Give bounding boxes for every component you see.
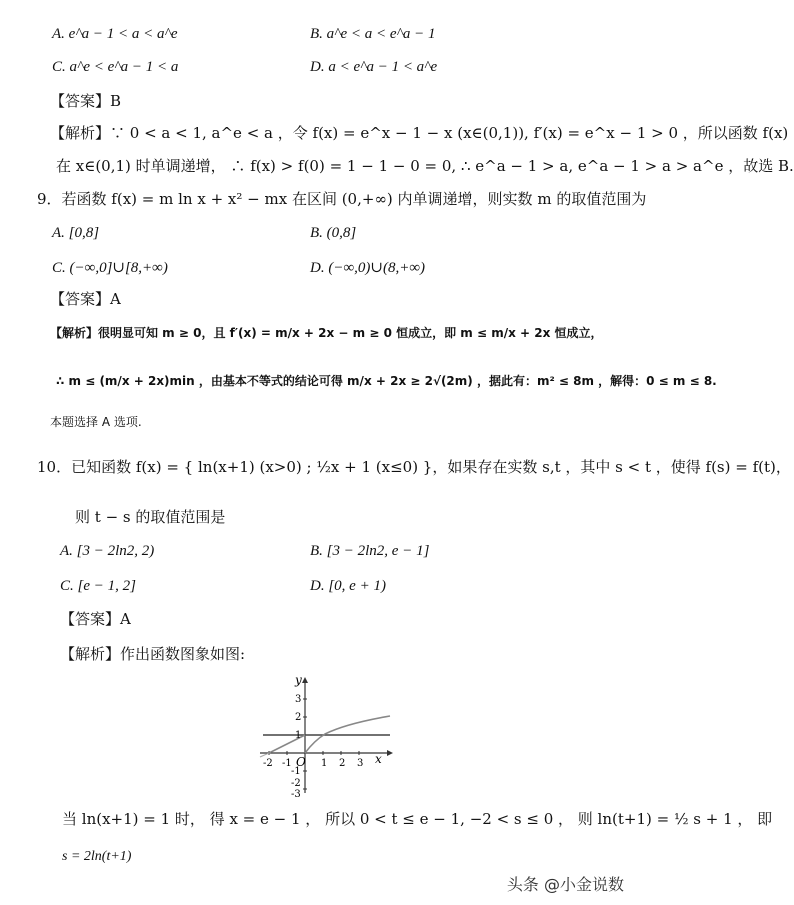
y-tick-3: 3 [295,694,302,705]
q10-option-b: B. [3 − 2ln2, e − 1] [310,543,430,559]
q9-option-c: C. (−∞,0]∪[8,+∞) [52,260,168,276]
q10-explanation-1: 【解析】作出函数图象如图: [60,645,246,663]
function-graph [255,673,395,798]
q10-stem-2: 则 t − s 的取值范围是 [75,508,226,526]
q8-option-b: B. a^e < a < e^a − 1 [310,26,436,42]
x-tick-neg2: -2 [263,758,273,769]
q8-explanation-1: 【解析】∵ 0 < a < 1, a^e < a ，令 f(x) = e^x − 1 − x (x∈(0,1)), f′(x) = e^x − 1 > 0 ，所以函数 f(x) [50,124,789,142]
q9-option-a: A. [0,8] [52,225,100,241]
q10-option-c: C. [e − 1, 2] [60,578,136,594]
y-tick-2: 2 [295,712,302,723]
x-tick-neg1: -1 [282,758,292,769]
q10-option-d: D. [0, e + 1) [310,578,386,594]
q10-stem-1: 10．已知函数 f(x) = { ln(x+1) (x>0) ; ½x + 1 (x≤0) }，如果存在实数 s,t ，其中 s < t ，使得 f(s) = f(t)， [37,458,791,476]
x-axis-label: x [375,752,382,766]
origin-label: O [296,755,306,769]
q8-option-c: C. a^e < e^a − 1 < a [52,59,179,75]
watermark: 头条 @小金说数 [506,875,624,894]
q10-explanation-2: 当 ln(x+1) = 1 时， 得 x = e − 1 ， 所以 0 < t ≤ e − 1, −2 < s ≤ 0 ， 则 ln(t+1) = ½ s + 1 ， 即 [62,810,773,828]
q8-answer: 【答案】B [50,92,122,110]
q8-option-d: D. a < e^a − 1 < a^e [310,59,438,75]
y-axis-label: y [295,673,302,687]
y-tick-neg3: -3 [291,789,301,800]
q10-answer: 【答案】A [60,610,131,628]
x-tick-2: 2 [339,758,346,769]
q9-explanation-1: 【解析】很明显可知 m ≥ 0，且 f′(x) = m/x + 2x − m ≥ 0 恒成立，即 m ≤ m/x + 2x 恒成立， [50,326,603,340]
q9-stem: 9．若函数 f(x) = m ln x + x² − mx 在区间 (0,+∞) 内单调递增，则实数 m 的取值范围为 [37,190,647,208]
q8-explanation-2: 在 x∈(0,1) 时单调递增， ∴ f(x) > f(0) = 1 − 1 − 0 = 0, ∴ e^a − 1 > a, e^a − 1 > a > a^e ，故选 B. [56,157,794,175]
y-tick-neg2: -2 [291,778,301,789]
q9-explanation-3: 本题选择 A 选项. [50,415,142,429]
q9-explanation-2: ∴ m ≤ (m/x + 2x)min ，由基本不等式的结论可得 m/x + 2x ≥ 2√(2m) ，据此有：m² ≤ 8m ，解得：0 ≤ m ≤ 8. [56,374,717,388]
q9-answer: 【答案】A [50,290,121,308]
q9-option-d: D. (−∞,0)∪(8,+∞) [310,260,426,276]
x-tick-1: 1 [321,758,328,769]
q9-option-b: B. (0,8] [310,225,357,241]
q10-option-a: A. [3 − 2ln2, 2) [60,543,155,559]
x-tick-3: 3 [357,758,364,769]
q8-option-a: A. e^a − 1 < a < a^e [52,26,178,42]
q10-explanation-3: s = 2ln(t+1) [62,849,132,864]
y-tick-1: 1 [295,730,302,741]
y-tick-neg1: -1 [291,766,301,777]
